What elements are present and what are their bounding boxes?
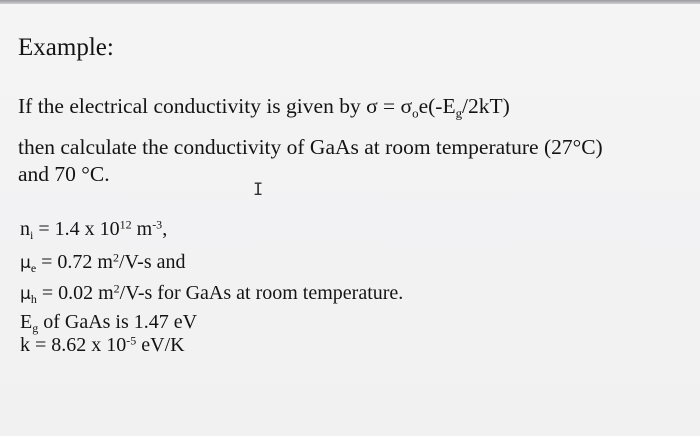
given-intrinsic-concentration [20,218,167,241]
problem-line-conductivity-formula [18,94,510,119]
ni-subscript: i [30,228,34,243]
ni-end: , [162,218,168,240]
problem-line-temperature: and 70 °C. [18,162,110,186]
text-cursor-icon: I [253,180,264,200]
k-value: k = 8.62 x 10 [20,334,127,356]
formula-end: /2kT) [462,94,510,118]
eg-symbol: E [20,311,33,333]
given-electron-mobility [20,251,185,274]
mu-h-value: = 0.02 m [36,282,114,304]
given-boltzmann-constant [20,334,185,357]
problem-line-calculate: then calculate the conductivity of GaAs at room temperature (27°C) [18,135,603,159]
sigma-subscript: o [412,106,419,121]
energy-gap-subscript: g [455,106,463,121]
ni-exponent: 12 [119,217,132,232]
ni-symbol: n [20,218,30,240]
k-unit: eV/K [136,334,185,356]
formula-text: If the electrical conductivity is given by σ = σ [18,94,413,118]
mu-h-exponent: 2 [113,281,120,296]
mu-e-subscript: e [30,261,37,276]
mu-e-unit: /V-s and [119,251,186,273]
mu-h-subscript: h [30,292,37,307]
example-heading: Example: [18,34,114,61]
mu-e-exponent: 2 [113,250,119,265]
eg-value: of GaAs is 1.47 eV [38,311,198,333]
ni-unit-exponent: -3 [152,217,163,232]
mu-e-value: = 0.72 m [36,251,113,273]
formula-exp: e(-E [418,94,456,118]
mu-e-symbol: μ [20,253,31,273]
ni-unit: m [131,218,153,240]
given-energy-gap [20,311,197,334]
ni-value: = 1.4 x 10 [33,218,120,240]
eg-subscript: g [32,321,39,336]
mu-h-symbol: μ [20,284,31,304]
given-hole-mobility [20,282,403,305]
k-exponent: -5 [126,333,137,348]
document-page [0,4,700,436]
mu-h-unit: /V-s for GaAs at room temperature. [119,282,404,304]
